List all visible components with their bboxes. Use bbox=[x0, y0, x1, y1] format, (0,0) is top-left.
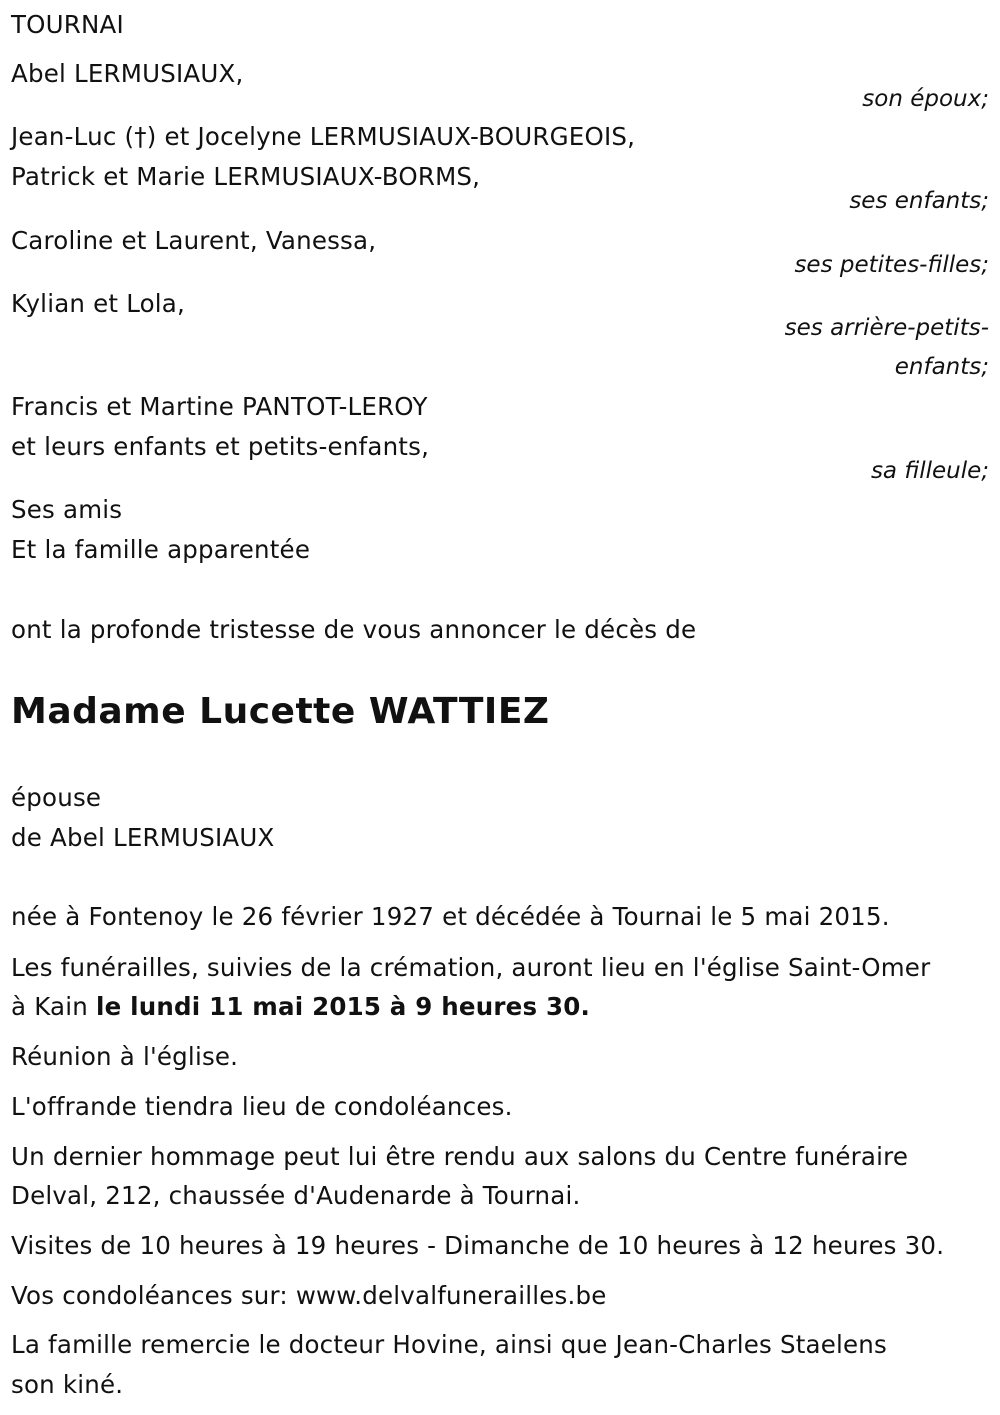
birth-death-line: née à Fontenoy le 26 février 1927 et décédée à Tournai le 5 mai 2015. bbox=[11, 902, 890, 931]
offrande-line: L'offrande tiendra lieu de condoléances. bbox=[11, 1092, 513, 1121]
relation-granddaughters: ses petites-filles; bbox=[794, 252, 989, 278]
family-line-granddaughters: Caroline et Laurent, Vanessa, bbox=[11, 226, 377, 255]
relation-goddaughter: sa filleule; bbox=[870, 458, 989, 484]
relation-spouse: son époux; bbox=[862, 86, 989, 112]
reunion-line: Réunion à l'église. bbox=[11, 1042, 239, 1071]
funeral-line-2 bbox=[11, 992, 590, 1022]
family-line-great-grandchildren: Kylian et Lola, bbox=[11, 289, 186, 318]
remerciements-line-2: son kiné. bbox=[11, 1370, 124, 1399]
hommage-line-1: Un dernier hommage peut lui être rendu aux salons du Centre funéraire bbox=[11, 1142, 909, 1171]
announcement-text: ont la profonde tristesse de vous annoncer le décès de bbox=[11, 615, 697, 644]
family-line-goddaughter-2: et leurs enfants et petits-enfants, bbox=[11, 432, 430, 461]
funeral-line-1: Les funérailles, suivies de la crémation, auront lieu en l'église Saint-Omer bbox=[11, 953, 931, 982]
funeral-location-prefix: à Kain bbox=[11, 992, 96, 1021]
family-line-friends: Ses amis bbox=[11, 495, 123, 524]
hommage-line-2: Delval, 212, chaussée d'Audenarde à Tournai. bbox=[11, 1181, 581, 1210]
family-line-spouse: Abel LERMUSIAUX, bbox=[11, 59, 244, 88]
relation-great-grandchildren-2: enfants; bbox=[894, 354, 989, 380]
family-line-goddaughter-1: Francis et Martine PANTOT-LEROY bbox=[11, 392, 428, 421]
condoleances-line: Vos condoléances sur: www.delvalfunerailles.be bbox=[11, 1281, 607, 1310]
spouse-label: épouse bbox=[11, 783, 102, 812]
city-header: TOURNAI bbox=[11, 10, 124, 39]
relation-great-grandchildren-1: ses arrière-petits- bbox=[784, 315, 989, 341]
visites-line: Visites de 10 heures à 19 heures - Dimanche de 10 heures à 12 heures 30. bbox=[11, 1231, 945, 1260]
family-line-relatives: Et la famille apparentée bbox=[11, 535, 311, 564]
family-line-children-1: Jean-Luc (†) et Jocelyne LERMUSIAUX-BOURGEOIS, bbox=[11, 122, 636, 151]
funeral-date-time: le lundi 11 mai 2015 à 9 heures 30. bbox=[95, 992, 590, 1021]
deceased-name: Madame Lucette WATTIEZ bbox=[11, 691, 550, 732]
spouse-name: de Abel LERMUSIAUX bbox=[11, 823, 275, 852]
remerciements-line-1: La famille remercie le docteur Hovine, ainsi que Jean-Charles Staelens bbox=[11, 1330, 887, 1359]
family-line-children-2: Patrick et Marie LERMUSIAUX-BORMS, bbox=[11, 162, 481, 191]
relation-children: ses enfants; bbox=[849, 188, 989, 214]
